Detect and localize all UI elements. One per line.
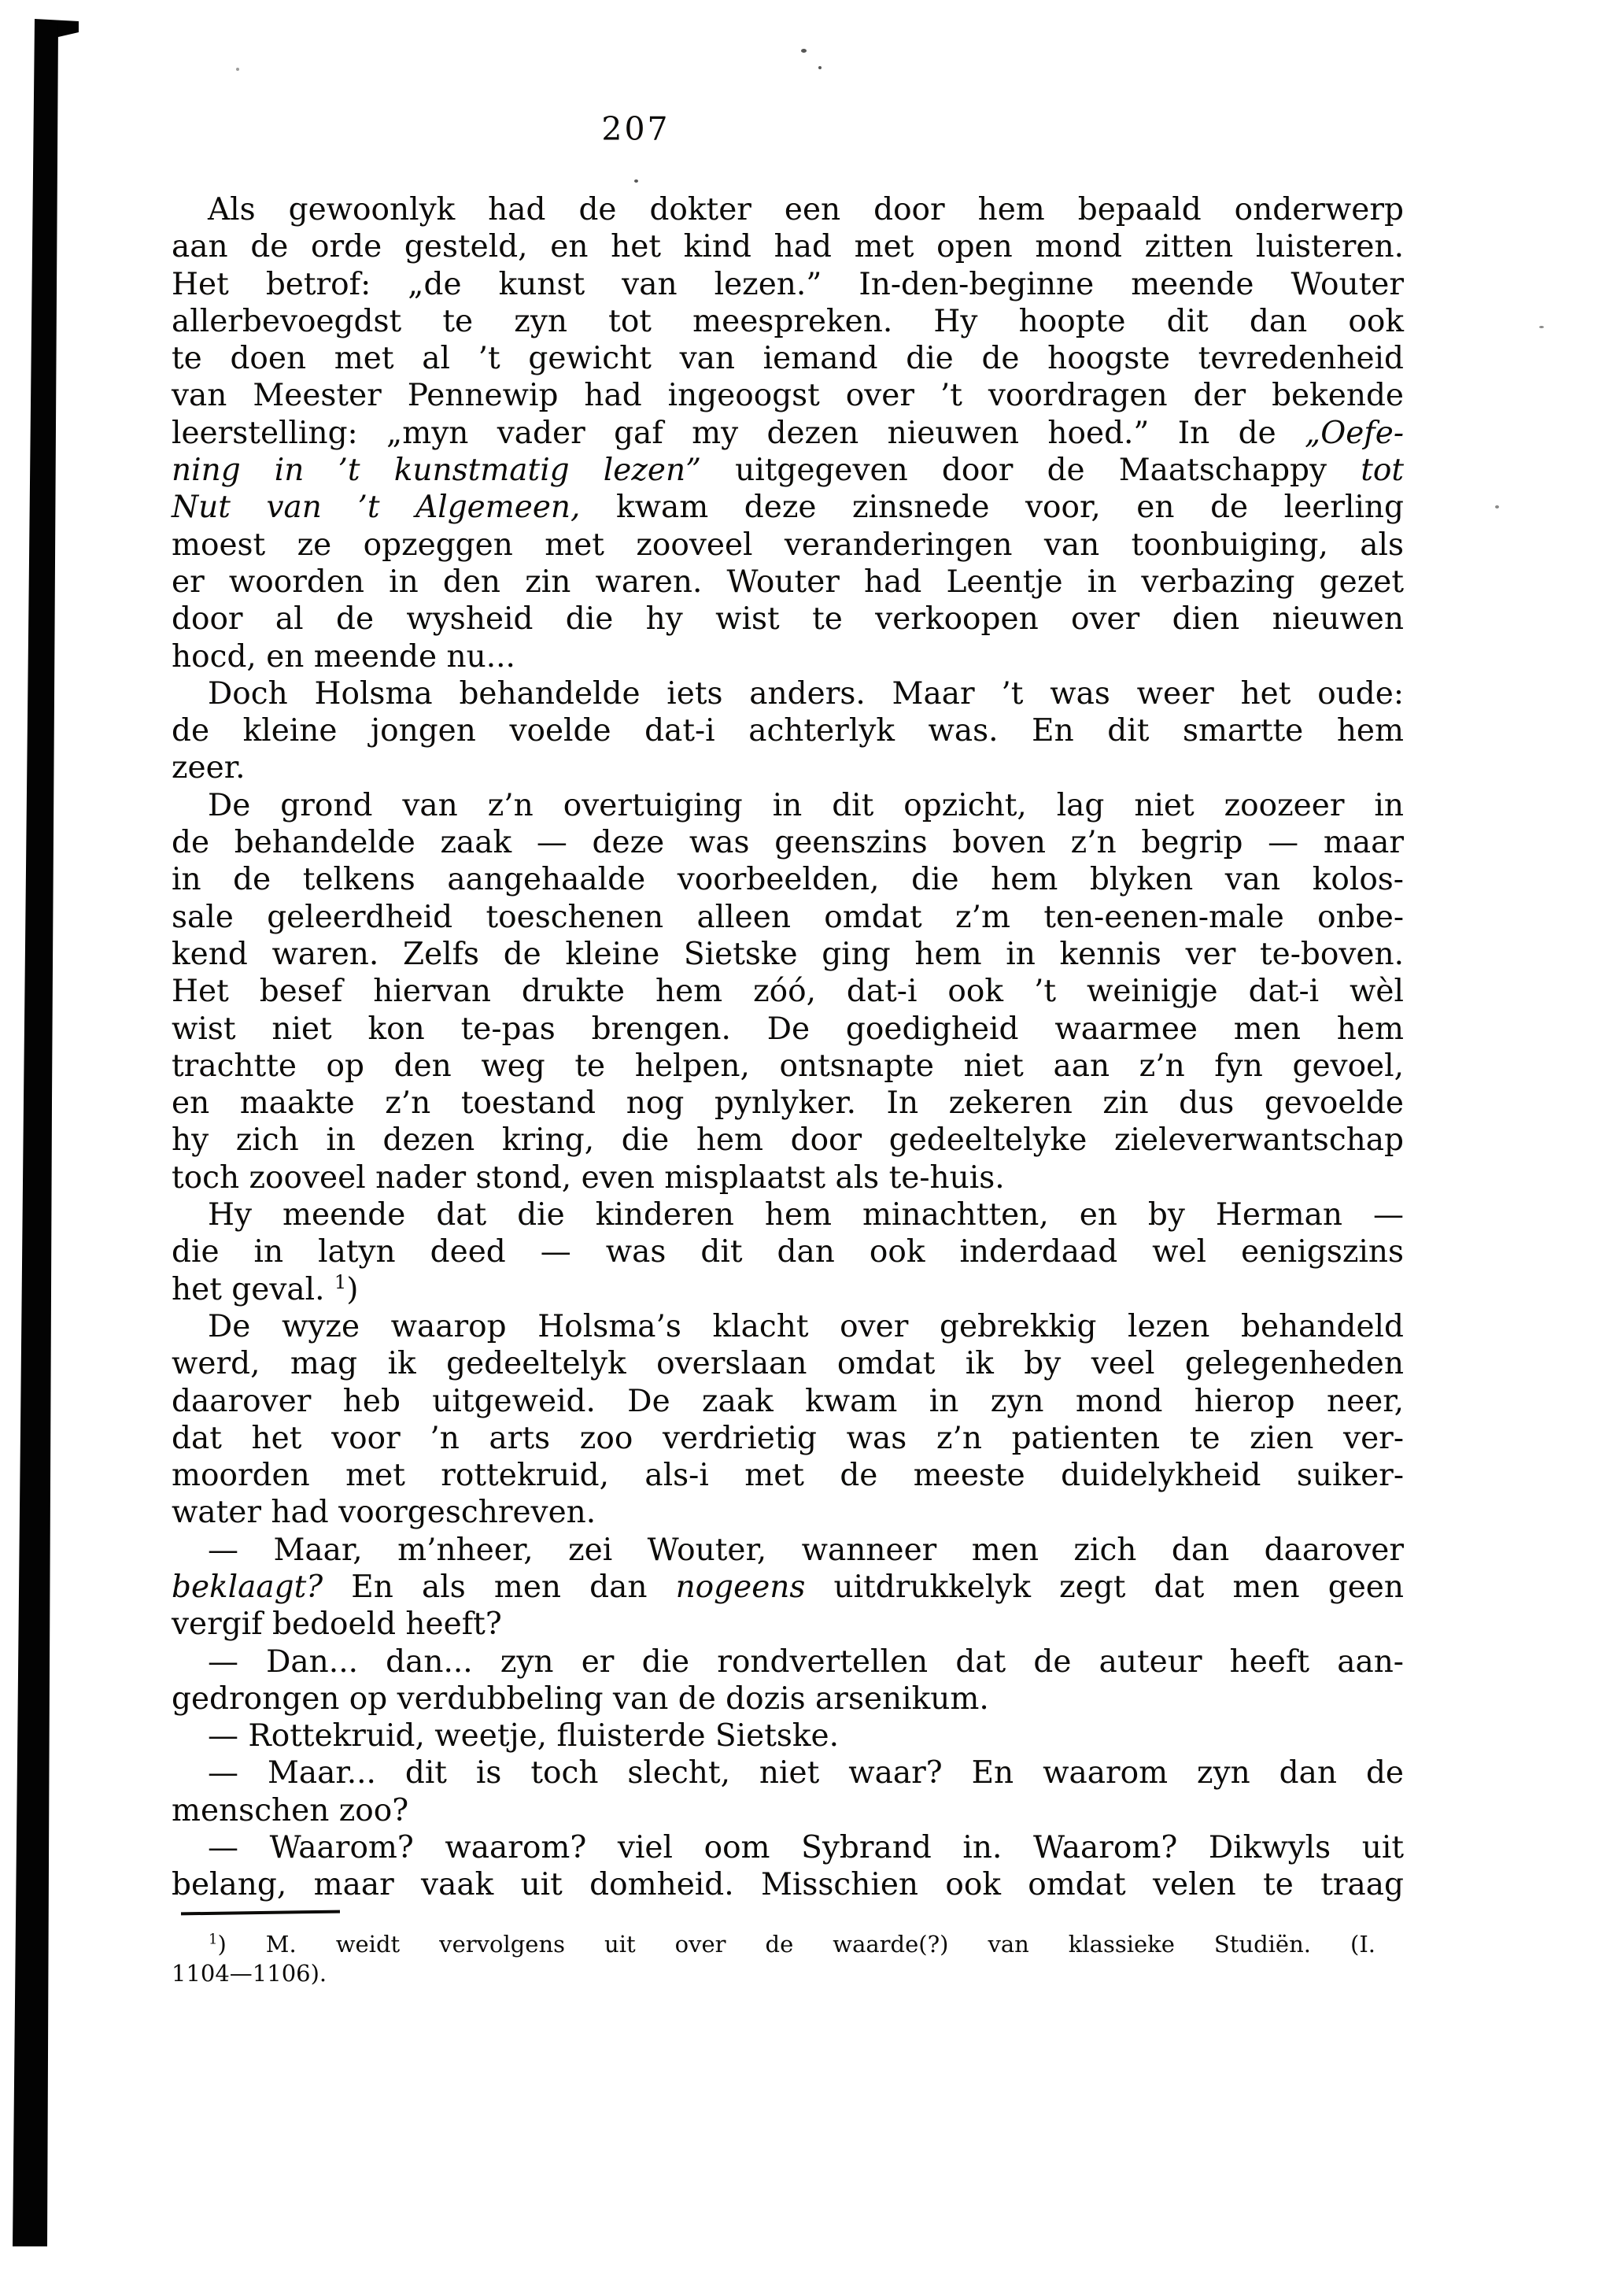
text-run: en maakte z’n toestand nog pynlyker. In zekeren zin dus gevoelde — [172, 1085, 1404, 1122]
text-run: zeer. — [172, 750, 246, 786]
text-line — [172, 1271, 1404, 1308]
text-run: daarover heb uitgeweid. De zaak kwam in zyn mond hierop neer, — [172, 1383, 1404, 1419]
text-run: van Meester Pennewip had ingeoogst over ’t voordragen der bekende — [172, 378, 1404, 414]
text-line — [172, 266, 1404, 303]
text-run: vergif bedoeld heeft? — [172, 1606, 502, 1643]
page-number: 207 — [601, 110, 670, 148]
text-run: menschen zoo? — [172, 1792, 409, 1828]
text-line — [172, 1717, 1404, 1754]
text-line — [172, 1643, 1404, 1680]
text-run: Het besef hiervan drukte hem zóó, dat-i ook ’t weinigje dat-i wèl — [172, 974, 1404, 1010]
text-line — [172, 191, 1404, 228]
text-line — [172, 675, 1404, 712]
text-run: ) — [346, 1271, 359, 1307]
text-run: hocd, en meende nu... — [172, 638, 515, 675]
footnote-text — [172, 1930, 1375, 1988]
text-line — [172, 1930, 1375, 1959]
text-line — [172, 1345, 1404, 1382]
text-line — [172, 1196, 1404, 1233]
text-line — [172, 527, 1404, 564]
text-line — [172, 1011, 1404, 1048]
scan-speckle — [1539, 326, 1544, 328]
text-run: 1104—1106). — [172, 1960, 327, 1987]
gutter-shadow — [0, 0, 102, 2296]
text-run: door al de wysheid die hy wist te verkoopen over dien nieuwen — [172, 601, 1404, 638]
text-line — [172, 228, 1404, 265]
text-run: de kleine jongen voelde dat-i achterlyk was. En dit smartte hem — [172, 713, 1404, 749]
text-line — [172, 936, 1404, 973]
body-text — [172, 191, 1404, 1904]
scan-speckle — [1495, 505, 1499, 508]
text-run: trachtte op den weg te helpen, ontsnapte niet aan z’n fyn gevoel, — [172, 1048, 1404, 1084]
text-run: uitdrukkelyk zegt dat men geen — [805, 1569, 1404, 1605]
text-run: moest ze opzeggen met zooveel veranderingen van toonbuiging, als — [172, 527, 1404, 563]
text-line — [172, 1792, 1404, 1829]
text-run: er woorden in den zin waren. Wouter had Leentje in verbazing gezet — [172, 564, 1404, 600]
text-line — [172, 787, 1404, 824]
text-line — [172, 1829, 1404, 1866]
text-run: gedrongen op verdubbeling van de dozis arsenikum. — [172, 1680, 989, 1717]
italic-text: „Oefe- — [1305, 415, 1404, 451]
text-run: — Rottekruid, weetje, fluisterde Sietske. — [208, 1718, 839, 1754]
text-line — [172, 1680, 1404, 1717]
text-line — [172, 564, 1404, 601]
text-run: moorden met rottekruid, als-i met de meeste duidelykheid suiker- — [172, 1458, 1404, 1494]
text-line — [172, 1159, 1404, 1196]
text-line — [172, 1569, 1404, 1606]
text-line — [172, 1233, 1404, 1270]
text-line — [172, 1959, 1375, 1988]
scan-speckle — [818, 66, 822, 69]
text-line — [172, 377, 1404, 414]
text-line — [172, 601, 1404, 638]
scan-speckle — [634, 179, 638, 183]
scan-speckle — [236, 68, 239, 71]
text-line — [172, 415, 1404, 452]
text-line — [172, 1122, 1404, 1159]
text-line — [172, 899, 1404, 936]
text-run: — Dan... dan... zyn er die rondvertellen dat de auteur heeft aan- — [208, 1643, 1404, 1680]
text-line — [172, 1383, 1404, 1420]
text-run: leerstelling: „myn vader gaf my dezen nieuwen hoed.” In de — [172, 415, 1305, 451]
text-run: — Maar... dit is toch slecht, niet waar? En waarom zyn dan de — [208, 1755, 1404, 1791]
text-run: — Maar, m’nheer, zei Wouter, wanneer men zich dan daarover — [208, 1532, 1404, 1568]
text-run: belang, maar vaak uit domheid. Misschien ook omdat velen te traag — [172, 1867, 1404, 1903]
text-line — [172, 1494, 1404, 1531]
italic-text: Nut van ’t Algemeen, — [172, 490, 581, 526]
text-run: dat het voor ’n arts zoo verdrietig was z’n patienten te zien ver- — [172, 1420, 1404, 1456]
text-line — [172, 1457, 1404, 1494]
footnote-rule — [181, 1910, 340, 1916]
text-run: De grond van z’n overtuiging in dit opzicht, lag niet zoozeer in — [208, 787, 1404, 823]
text-line — [172, 1532, 1404, 1569]
text-line — [172, 1085, 1404, 1122]
text-line — [172, 1048, 1404, 1085]
footnote-marker: 1 — [209, 1931, 218, 1948]
text-run: Het betrof: „de kunst van lezen.” In-den-beginne meende Wouter — [172, 266, 1404, 302]
text-run: de behandelde zaak — deze was geenszins boven z’n begrip — maar — [172, 825, 1404, 861]
text-line — [172, 1866, 1404, 1903]
text-run: allerbevoegdst te zyn tot meespreken. Hy hoopte dit dan ook — [172, 303, 1404, 339]
text-run: werd, mag ik gedeeltelyk overslaan omdat ik by veel gelegenheden — [172, 1346, 1404, 1382]
text-run: het geval. — [172, 1271, 334, 1307]
text-run: Hy meende dat die kinderen hem minachtten, en by Herman — — [208, 1197, 1404, 1233]
text-line — [172, 303, 1404, 340]
text-line — [172, 861, 1404, 898]
text-run: aan de orde gesteld, en het kind had met open mond zitten luisteren. — [172, 229, 1404, 265]
text-line — [172, 489, 1404, 526]
scan-speckle — [801, 49, 807, 53]
text-run: En als men dan — [323, 1569, 676, 1605]
text-run: die in latyn deed — was dit dan ook inderdaad wel eenigszins — [172, 1234, 1404, 1270]
text-line — [172, 638, 1404, 675]
text-run: te doen met al ’t gewicht van iemand die de hoogste tevredenheid — [172, 341, 1404, 377]
italic-text: nogeens — [675, 1569, 806, 1605]
text-run: water had voorgeschreven. — [172, 1495, 596, 1531]
text-run: wist niet kon te-pas brengen. De goedigheid waarmee men hem — [172, 1011, 1404, 1047]
text-line — [172, 452, 1404, 489]
text-run: kwam deze zinsnede voor, en de leerling — [580, 490, 1404, 526]
text-run: De wyze waarop Holsma’s klacht over gebrekkig lezen behandeld — [208, 1308, 1404, 1344]
text-run: kend waren. Zelfs de kleine Sietske ging hem in kennis ver te-boven. — [172, 936, 1404, 972]
text-line — [172, 1420, 1404, 1457]
text-run: Als gewoonlyk had de dokter een door hem bepaald onderwerp — [208, 192, 1404, 227]
text-run: toch zooveel nader stond, even misplaatst als te-huis. — [172, 1159, 1005, 1196]
footnote — [172, 1911, 1375, 1988]
italic-text: beklaagt? — [172, 1569, 323, 1605]
text-line — [172, 712, 1404, 749]
italic-text: ning in ’t kunstmatig lezen” — [172, 453, 702, 489]
text-line — [172, 1754, 1404, 1791]
text-run: uitgegeven door de Maatschappy — [701, 453, 1361, 489]
text-line — [172, 1308, 1404, 1345]
text-run: — Waarom? waarom? viel oom Sybrand in. Waarom? Dikwyls uit — [208, 1830, 1404, 1866]
text-line — [172, 340, 1404, 377]
text-run: ) M. weidt vervolgens uit over de waarde(?) van klassieke Studiën. (I. — [217, 1931, 1375, 1958]
footnote-marker: 1 — [334, 1270, 347, 1293]
text-line — [172, 1606, 1404, 1643]
italic-text: tot — [1361, 453, 1405, 489]
text-run: in de telkens aangehaalde voorbeelden, die hem blyken van kolos- — [172, 862, 1404, 898]
text-line — [172, 749, 1404, 786]
text-run: hy zich in dezen kring, die hem door gedeeltelyke zieleverwantschap — [172, 1122, 1404, 1159]
text-run: Doch Holsma behandelde iets anders. Maar ’t was weer het oude: — [208, 675, 1404, 712]
text-line — [172, 824, 1404, 861]
text-line — [172, 973, 1404, 1010]
text-run: sale geleerdheid toeschenen alleen omdat z’m ten-eenen-male onbe- — [172, 899, 1404, 935]
